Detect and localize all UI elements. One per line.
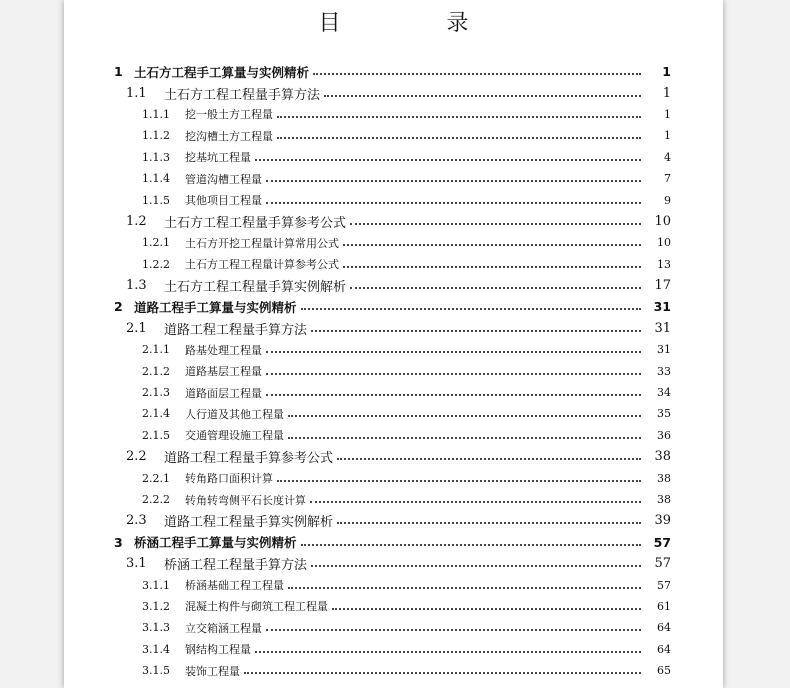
page-title: 目 录 [318, 11, 511, 36]
toc-entry-page: 57 [657, 578, 671, 592]
toc-entry-label: 交通管理设施工程量 [185, 429, 284, 443]
toc-entry-page: 39 [654, 513, 671, 529]
toc-entry[interactable] [64, 254, 723, 275]
toc-entry-number: 2.1.2 [142, 364, 170, 378]
toc-entry[interactable] [64, 232, 723, 253]
toc-entry-page: 64 [657, 621, 671, 635]
toc-entry-label: 挖基坑工程量 [185, 151, 251, 165]
toc-entry-page: 65 [657, 664, 671, 678]
toc-entry-number: 3.1.4 [142, 642, 170, 656]
toc-entry[interactable] [64, 168, 723, 189]
toc-entry[interactable] [64, 189, 723, 210]
dot-leader [350, 286, 641, 289]
toc-entry-label: 混凝土构件与砌筑工程工程量 [185, 600, 328, 614]
toc-entry-number: 2.2.1 [142, 471, 170, 485]
toc-entry-page: 13 [657, 257, 671, 271]
toc-entry-number: 1.1.3 [142, 150, 170, 164]
toc-entry-page: 7 [664, 172, 671, 186]
toc-entry-page: 10 [654, 213, 671, 229]
toc-entry-number: 3.1.5 [142, 664, 170, 678]
toc-entry[interactable] [64, 339, 723, 360]
dot-leader [288, 436, 641, 439]
toc-entry-number: 2.1.4 [142, 407, 170, 421]
dot-leader [311, 564, 641, 567]
dot-leader [277, 136, 641, 139]
dot-leader [266, 201, 641, 204]
dot-leader [350, 222, 641, 225]
toc-entry-page: 38 [654, 449, 671, 465]
toc-entry-label: 土石方工程手工算量与实例精析 [134, 64, 310, 80]
dot-leader [288, 414, 641, 417]
toc-entry[interactable] [64, 510, 723, 531]
toc-entry-number: 1.3 [126, 278, 147, 294]
toc-entry-page: 61 [657, 599, 671, 613]
dot-leader [343, 265, 641, 268]
toc-entry[interactable] [64, 211, 723, 232]
toc-entry[interactable] [64, 82, 723, 103]
toc-entry-page: 10 [657, 236, 671, 250]
toc-entry-number: 2.1.1 [142, 343, 170, 357]
toc-entry-label: 土石方工程工程量手算实例解析 [164, 280, 347, 296]
toc-entry-label: 桥涵基础工程工程量 [185, 579, 284, 593]
toc-entry[interactable] [64, 532, 723, 553]
dot-leader [337, 521, 641, 524]
toc-entry-number: 3.1 [126, 556, 147, 572]
dot-leader [266, 372, 641, 375]
dot-leader [301, 307, 641, 310]
toc-entry-page: 31 [657, 343, 671, 357]
toc-entry-page: 31 [653, 299, 671, 315]
toc-entry-label: 桥涵工程工程量手算方法 [164, 558, 308, 574]
toc-entry-number: 1.1.2 [142, 129, 170, 143]
dot-leader [343, 243, 641, 246]
dot-leader [332, 607, 641, 610]
toc-entry-page: 35 [657, 407, 671, 421]
toc-entry[interactable] [64, 318, 723, 339]
toc-entry[interactable] [64, 553, 723, 574]
toc-entry[interactable] [64, 382, 723, 403]
toc-entry[interactable] [64, 360, 723, 381]
toc-entry[interactable] [64, 425, 723, 446]
toc-entry-number: 1.1.5 [142, 193, 170, 207]
toc-entry[interactable] [64, 489, 723, 510]
toc-entry-page: 36 [657, 428, 671, 442]
toc-entry-number: 1.2.2 [142, 257, 170, 271]
toc-entry-label: 道路工程手工算量与实例精析 [134, 299, 297, 315]
dot-leader [244, 671, 641, 674]
toc-entry-number: 1.1.1 [142, 107, 170, 121]
toc-entry-page: 4 [664, 150, 671, 164]
toc-entry-page: 1 [664, 129, 671, 143]
toc-entry[interactable] [64, 403, 723, 424]
toc-entry-label: 管道沟槽工程量 [185, 172, 262, 186]
dot-leader [266, 350, 641, 353]
dot-leader [313, 72, 641, 75]
toc-entry-number: 2 [114, 299, 123, 315]
toc-entry-label: 道路工程工程量手算参考公式 [164, 451, 334, 467]
dot-leader [301, 543, 641, 546]
toc-entry-number: 2.3 [126, 513, 147, 529]
dot-leader [266, 393, 641, 396]
toc-entry-label: 挖一般土方工程量 [185, 108, 273, 122]
dot-leader [255, 158, 641, 161]
toc-entry-page: 17 [654, 278, 671, 294]
dot-leader [311, 329, 641, 332]
toc-entry-label: 土石方开挖工程量计算常用公式 [185, 236, 339, 250]
toc-entry-number: 2.2.2 [142, 493, 170, 506]
toc-entry-label: 人行道及其他工程量 [185, 407, 284, 421]
toc-entry[interactable] [64, 574, 723, 595]
toc-entry-number: 1.1.4 [142, 172, 170, 186]
toc-entry-label: 转角转弯侧平石长度计算 [185, 493, 306, 507]
toc-entry-label: 挖沟槽土方工程量 [185, 129, 273, 143]
dot-leader [255, 650, 641, 653]
toc-entry[interactable] [64, 275, 723, 296]
toc-entry-page: 38 [657, 493, 671, 506]
toc-entry-label: 钢结构工程量 [185, 643, 251, 657]
toc-entry-label: 装饰工程量 [185, 664, 240, 678]
toc-entry[interactable] [64, 596, 723, 617]
document-page [64, 0, 723, 688]
toc-entry-number: 3.1.2 [142, 599, 170, 613]
toc-entry[interactable] [64, 61, 723, 82]
toc-entry-page: 31 [654, 320, 671, 336]
dot-leader [324, 94, 641, 97]
dot-leader [277, 115, 641, 118]
toc-entry-page: 1 [662, 64, 671, 80]
toc-entry-number: 3.1.1 [142, 578, 170, 592]
toc-entry-number: 1.2.1 [142, 236, 170, 250]
table-of-contents [64, 61, 723, 681]
toc-entry-label: 其他项目工程量 [185, 194, 262, 208]
toc-entry-number: 3.1.3 [142, 621, 170, 635]
toc-entry-page: 34 [657, 386, 671, 400]
dot-leader [277, 479, 641, 482]
toc-entry[interactable] [64, 467, 723, 488]
toc-entry-label: 道路基层工程量 [185, 365, 262, 379]
dot-leader [288, 586, 641, 589]
toc-entry-label: 道路面层工程量 [185, 386, 262, 400]
toc-entry-label: 转角路口面积计算 [185, 472, 273, 486]
toc-entry-label: 道路工程工程量手算实例解析 [164, 515, 334, 531]
toc-entry-number: 2.1.3 [142, 386, 170, 400]
toc-entry[interactable] [64, 617, 723, 638]
toc-entry[interactable] [64, 125, 723, 146]
toc-entry-page: 9 [664, 193, 671, 207]
toc-entry-page: 33 [657, 364, 671, 378]
toc-entry[interactable] [64, 296, 723, 317]
toc-entry-label: 路基处理工程量 [185, 343, 262, 357]
toc-entry-number: 1.2 [126, 213, 147, 229]
toc-entry-label: 土石方工程工程量计算参考公式 [185, 258, 339, 272]
toc-entry[interactable] [64, 660, 723, 681]
toc-entry[interactable] [64, 147, 723, 168]
dot-leader [310, 500, 641, 503]
toc-entry-page: 1 [664, 107, 671, 121]
dot-leader [337, 457, 641, 460]
dot-leader [266, 628, 641, 631]
toc-entry-number: 3 [114, 534, 123, 550]
toc-entry-page: 57 [653, 534, 671, 550]
toc-entry-label: 土石方工程工程量手算参考公式 [164, 215, 347, 231]
dot-leader [266, 179, 641, 182]
toc-entry-page: 1 [662, 85, 671, 101]
toc-entry-label: 桥涵工程手工算量与实例精析 [134, 535, 297, 551]
toc-entry[interactable] [64, 446, 723, 467]
toc-entry-number: 2.2 [126, 449, 147, 465]
toc-entry-label: 立交箱涵工程量 [185, 621, 262, 635]
toc-entry-number: 1 [114, 64, 123, 80]
toc-entry-page: 38 [657, 471, 671, 485]
toc-entry[interactable] [64, 104, 723, 125]
toc-entry-number: 1.1 [126, 85, 147, 101]
toc-entry[interactable] [64, 639, 723, 660]
toc-entry-label: 道路工程工程量手算方法 [164, 322, 308, 338]
toc-entry-number: 2.1 [126, 320, 147, 336]
toc-entry-page: 64 [657, 642, 671, 656]
toc-entry-label: 土石方工程工程量手算方法 [164, 87, 321, 103]
toc-entry-number: 2.1.5 [142, 428, 170, 442]
toc-entry-page: 57 [654, 556, 671, 572]
